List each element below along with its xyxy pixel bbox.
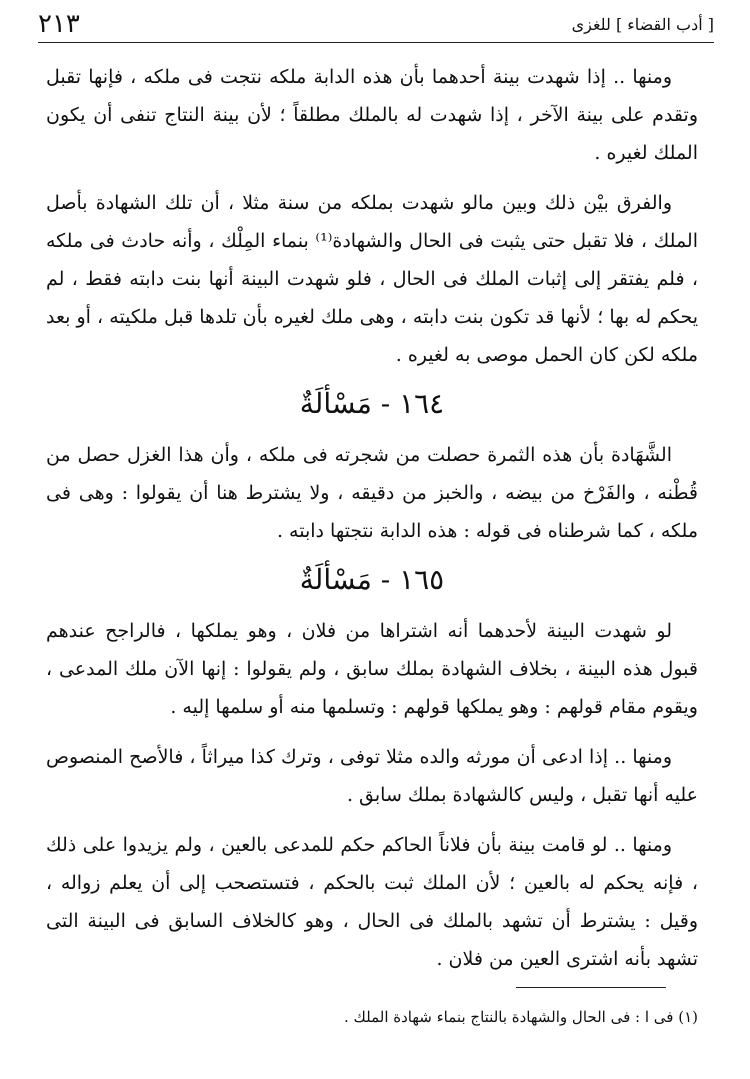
paragraph: ومنها .. إذا ادعى أن مورثه والده مثلا توفى ، وترك كذا ميراثاً ، فالأصح المنصوص عليه أنها تقبل ، وليس كالشهادة بملك سابق . [46,746,698,806]
running-title: [ أدب القضاء ] للغزى [571,14,714,34]
paragraph: لو شهدت البينة لأحدهما أنه اشتراها من فلان ، وهو يملكها ، فالراجح عندهم قبول هذه البينة ، بخلاف الشهادة بملك سابق ، ولم يقولوا : إنها الآن ملك المدعى ، ويقوم مقام قولهم : وهو يملكها قولهم : وتسلمها منه أو سلمها إليه . [46,620,698,718]
section-heading-164: ١٦٤ - مَسْألَةٌ [299,387,445,420]
paragraph: ومنها .. لو قامت بينة بأن فلاناً الحاكم حكم للمدعى بالعين ، ولم يزيدوا على ذلك ، فإنه يحكم له بالعين ؛ لأن الملك ثبت بالحكم ، فتستصحب إلى أن يعلم زواله ، وقيل : يشترط أن تشهد بالملك فى الحال ، وهو كالخلاف السابق فى البينة التى تشهد بأنه اشترى العين من فلان . [46,834,698,970]
paragraph: ومنها .. إذا شهدت بينة أحدهما بأن هذه الدابة ملكه نتجت فى ملكه ، فإنها تقبل وتقدم على بينة الآخر ، إذا شهدت له بالملك مطلقاً ؛ لأن بينة النتاج تنفى أن يكون الملك لغيره . [46,66,698,164]
page-body [46,58,698,990]
section-heading-165: ١٦٥ - مَسْألَةٌ [299,563,445,596]
page-header [38,6,714,43]
footnote-divider [516,987,666,988]
footnote: (١) فى ا : فى الحال والشهادة بالنتاج بنماء شهادة الملك . [343,1008,698,1026]
paragraph: والفرق بيْن ذلك وبين مالو شهدت بملكه من سنة مثلا ، أن تلك الشهادة بأصل الملك ، فلا تقبل حتى يثبت فى الحال والشهادة⁽¹⁾ بنماء المِلْك ، وأنه حادث فى ملكه ، فلم يفتقر إلى إثبات الملك فى الحال ، فلو شهدت البينة أنها بنت دابته فقط ، لم يحكم له بها ؛ لأنها قد تكون بنت دابته ، وهى ملك لغيره بأن تلدها قبل ملكيته ، أو بعد ملكه لكن كان الحمل موصى به لغيره . [46,192,698,366]
page-number: ٢١٣ [38,9,80,39]
paragraph: الشَّهَادة بأن هذه الثمرة حصلت من شجرته فى ملكه ، وأن هذا الغزل حصل من قُطْنه ، والفَرْخ من بيضه ، والخبز من دقيقه ، ولا يشترط هنا أن يقولوا : وهى فى ملكه ، كما شرطناه فى قوله : هذه الدابة نتجتها دابته . [46,444,698,542]
